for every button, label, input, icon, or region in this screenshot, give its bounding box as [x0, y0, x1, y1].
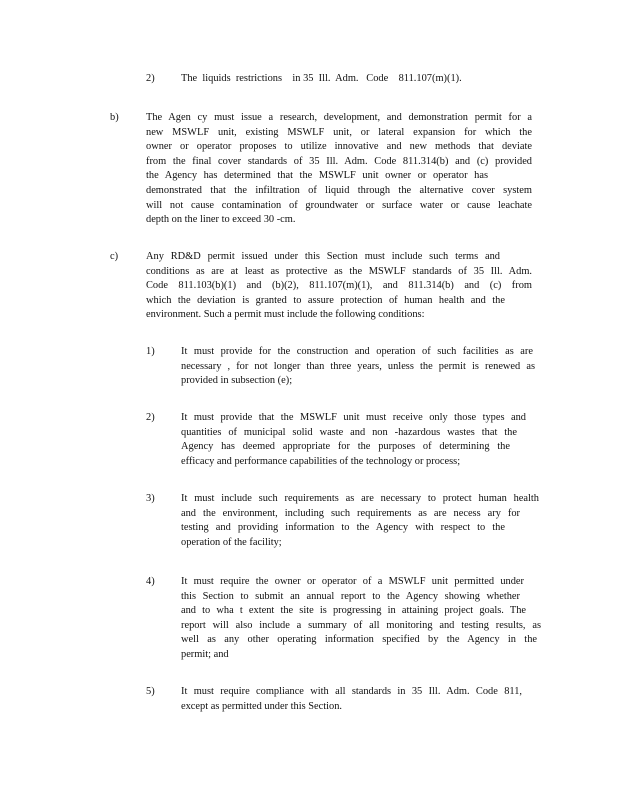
paragraph-label: b)	[110, 112, 119, 123]
text-line: It must require the owner or operator of a MSWLF unit permitted under	[181, 576, 524, 587]
condition-label: 5)	[146, 686, 155, 697]
text-line: demonstrated that the infiltration of liquid through the alternative cover system	[146, 184, 532, 196]
text-line: environment. Such a permit must include the following conditions:	[146, 309, 425, 321]
condition-label: 2)	[146, 412, 155, 423]
text-line: Code 811.103(b)(1) and (b)(2), 811.107(m)(1), and 811.314(b) and (c) from	[146, 280, 532, 292]
text-line: necessary , for not longer than three years, unless the permit is renewed as	[181, 360, 535, 372]
text-line: efficacy and performance capabilities of the technology or process;	[181, 455, 461, 467]
text-line: Agency has deemed appropriate for the purposes of determining the	[181, 441, 510, 453]
text-line: Any RD&D permit issued under this Section must include such terms and	[146, 251, 500, 262]
text-line: new MSWLF unit, existing MSWLF unit, or lateral expansion for which the	[146, 126, 532, 138]
text-line: provided in subsection (e);	[181, 375, 293, 387]
text-line: It must provide that the MSWLF unit must receive only those types and	[181, 412, 526, 423]
text-line: and the environment, including such requirements as are necess ary for	[181, 507, 520, 519]
text-line: this Section to submit an annual report to the Agency showing whether	[181, 590, 520, 602]
text-line: and to wha t extent the site is progressing in attaining project goals. The	[181, 605, 526, 617]
text-line: well as any other operating information specified by the Agency in the	[181, 634, 537, 646]
text-line: which the deviation is granted to assure protection of human health and the	[146, 294, 505, 306]
text-line: The liquids restrictions in 35 Ill. Adm. Code 811.107(m)(1).	[181, 73, 462, 84]
text-line: owner or operator proposes to utilize innovative and new methods that deviate	[146, 141, 532, 153]
text-line: report will also include a summary of all monitoring and testing results, as	[181, 619, 541, 631]
text-line: from the final cover standards of 35 Ill. Adm. Code 811.314(b) and (c) provided	[146, 155, 532, 167]
condition-label: 1)	[146, 346, 155, 357]
condition-text	[181, 411, 535, 469]
condition-label: 4)	[146, 576, 155, 587]
text-line: It must provide for the construction and operation of such facilities as are	[181, 346, 533, 357]
text-line: depth on the liner to exceed 30 -cm.	[146, 214, 296, 226]
condition-text	[181, 575, 541, 663]
text-line: quantities of municipal solid waste and non -hazardous wastes that the	[181, 426, 517, 438]
text-line: operation of the facility;	[181, 536, 282, 548]
text-line: except as permitted under this Section.	[181, 700, 343, 712]
condition-label: 3)	[146, 493, 155, 504]
condition-text	[181, 685, 525, 714]
text-line: permit; and	[181, 648, 229, 660]
paragraph-text	[146, 111, 532, 228]
text-line: It must include such requirements as are necessary to protect human health	[181, 493, 539, 504]
item-text	[181, 72, 541, 87]
text-line: will not cause contamination of groundwater or surface water or cause leachate	[146, 199, 532, 211]
text-line: the Agency has determined that the MSWLF unit owner or operator has	[146, 170, 488, 182]
paragraph-text	[146, 250, 532, 323]
text-line: The Agen cy must issue a research, development, and demonstration permit for a	[146, 112, 532, 123]
text-line: It must require compliance with all standards in 35 Ill. Adm. Code 811,	[181, 686, 522, 697]
condition-text	[181, 345, 535, 389]
item-label: 2)	[146, 73, 155, 84]
text-line: testing and providing information to the Agency with respect to the	[181, 522, 505, 534]
paragraph-label: c)	[110, 251, 119, 262]
condition-text	[181, 492, 539, 550]
text-line: conditions as are at least as protective as the MSWLF standards of 35 Ill. Adm.	[146, 265, 532, 277]
